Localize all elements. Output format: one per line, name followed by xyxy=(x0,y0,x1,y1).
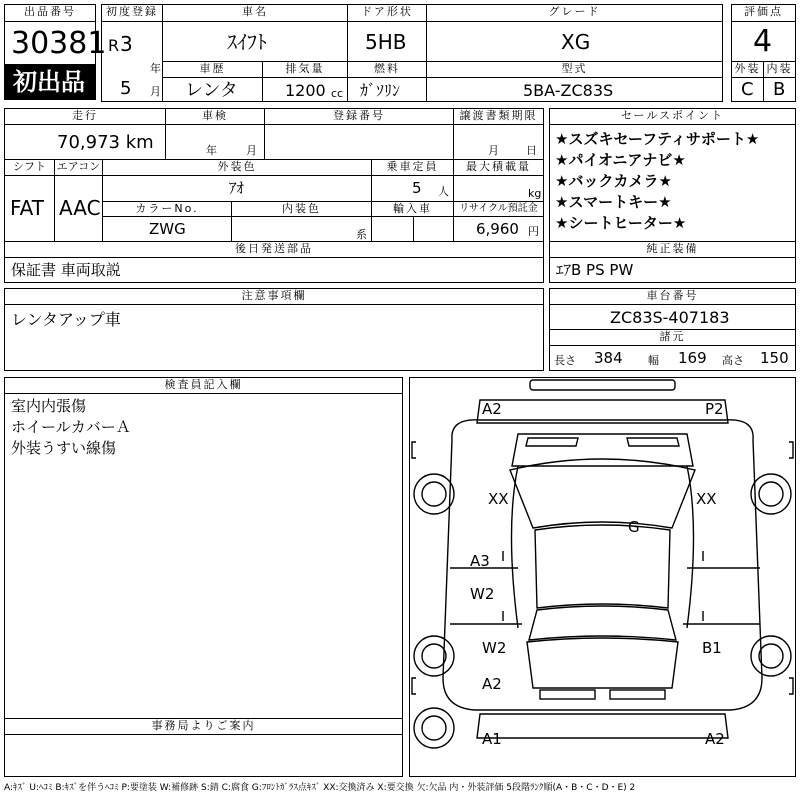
sales-point: ★シートヒーター★ xyxy=(555,214,687,232)
trunk-shape xyxy=(527,638,678,688)
later-parts-label: 後日発送部品 xyxy=(4,241,544,258)
door-cell xyxy=(347,21,427,62)
mark-w2-left-rear: W2 xyxy=(482,639,507,657)
hood-shape xyxy=(512,434,693,466)
grade-label: グレード xyxy=(426,4,723,22)
shift-cell xyxy=(4,175,55,242)
plate-label: 登録番号 xyxy=(264,108,454,125)
specs-cell: 長さ 384 幅 169 高さ 150 xyxy=(549,345,796,371)
interior-score-label: 内装 xyxy=(763,61,796,78)
ac-label: エアコン xyxy=(54,159,103,176)
model-label: 型式 xyxy=(426,61,723,78)
spare-wheel-shape xyxy=(414,708,454,748)
tail-light-left-shape xyxy=(540,690,595,699)
equipment-cell xyxy=(549,257,796,283)
sales-point: ★パイオニアナビ★ xyxy=(555,151,686,169)
inspector-note: 外装うすい線傷 xyxy=(11,439,117,457)
score-cell xyxy=(731,21,796,62)
max-load-cell: kg xyxy=(453,175,544,202)
interior-color-label: 内装色 xyxy=(231,201,372,217)
sales-point: ★スズキセーフティサポート★ xyxy=(555,130,760,148)
recycle-cell: 6,960 円 xyxy=(453,216,544,242)
grade: XG xyxy=(561,30,591,54)
mark-a2-rear-left: A2 xyxy=(482,675,502,693)
mileage: 70,973 km xyxy=(57,132,154,153)
mark-a1-bottom-left: A1 xyxy=(482,730,502,748)
chassis-number: ZC83S-407183 xyxy=(610,308,730,327)
inspector-notes xyxy=(4,393,403,719)
first-listing-badge: 初出品 xyxy=(4,64,96,100)
door-handle-shapes xyxy=(503,551,703,621)
color-number: ZWG xyxy=(149,220,186,238)
displacement: 1200 xyxy=(285,81,326,100)
inspection-label: 車検 xyxy=(165,108,265,125)
displacement-label: 排気量 xyxy=(262,61,348,78)
model-cell xyxy=(426,77,723,102)
car-name-label: 車名 xyxy=(162,4,348,22)
exterior-score-label: 外装 xyxy=(731,61,764,78)
caution-note: レンタアップ車 xyxy=(11,310,121,329)
score-label: 評価点 xyxy=(731,4,796,22)
import-cell-b xyxy=(413,216,454,242)
history-label: 車歴 xyxy=(162,61,263,78)
reg-month: 5 xyxy=(120,78,132,99)
wheel-rear-right-shape xyxy=(751,636,791,676)
lot-number-label: 出品番号 xyxy=(4,4,96,22)
fuel-label: 燃料 xyxy=(347,61,427,78)
mark-a2-bottom-right: A2 xyxy=(705,730,725,748)
history-cell xyxy=(162,77,263,102)
first-registration-label: 初度登録 xyxy=(101,4,163,22)
caution-cell xyxy=(4,304,544,371)
reg-year: 3 xyxy=(120,32,133,56)
wheel-front-left-shape xyxy=(414,474,454,514)
fuel-type: ｶﾞｿﾘﾝ xyxy=(360,81,401,100)
rear-bumper-shape xyxy=(477,714,728,738)
headlight-right-shape xyxy=(627,438,679,446)
office-notes xyxy=(4,734,403,777)
height: 150 xyxy=(760,349,789,367)
wheel-rear-left-shape xyxy=(414,636,454,676)
exterior-color-cell xyxy=(102,175,372,202)
import-cell-a xyxy=(371,216,414,242)
later-parts-cell xyxy=(4,257,544,283)
first-registration-cell: R 3 年 5 月 xyxy=(101,21,163,102)
wheel-front-right-shape xyxy=(751,474,791,514)
rear-glass-shape xyxy=(529,606,676,640)
recycle-fee: 6,960 xyxy=(476,220,519,238)
sales-points-label: セールスポイント xyxy=(549,108,796,125)
equipment: ｴｱB PS PW xyxy=(556,261,634,279)
model-code: 5BA-ZC83S xyxy=(523,81,614,100)
sales-point: ★スマートキー★ xyxy=(555,193,672,211)
mark-g-glass: G xyxy=(628,518,640,536)
air-conditioner: AAC xyxy=(59,196,101,220)
front-emblem-shape xyxy=(530,380,675,390)
plate-cell xyxy=(264,124,454,160)
capacity-cell: 5 人 xyxy=(371,175,454,202)
tail-light-right-shape xyxy=(610,690,665,699)
exterior-score: C xyxy=(741,79,754,100)
car-name: ｽｲﾌﾄ xyxy=(227,30,267,54)
mark-p2-top-right: P2 xyxy=(705,400,724,418)
inspector-note: 室内内張傷 xyxy=(11,397,87,415)
mark-xx-right: XX xyxy=(696,490,717,508)
chassis-label: 車台番号 xyxy=(549,288,796,305)
capacity: 5 xyxy=(412,179,422,197)
max-load-label: 最大積載量 xyxy=(453,159,544,176)
interior-score: B xyxy=(773,79,786,100)
car-history: レンタ xyxy=(185,80,238,101)
exterior-score-cell xyxy=(731,77,764,102)
inspection-cell: 年 月 xyxy=(165,124,265,160)
lot-number: 30381 xyxy=(11,26,107,61)
windshield-shape xyxy=(510,459,695,528)
exterior-color: ｱｵ xyxy=(229,179,245,197)
body-outline-shape xyxy=(443,420,762,710)
office-notes-label: 事務局よりご案内 xyxy=(4,718,403,735)
transfer-label: 譲渡書類期限 xyxy=(453,108,544,125)
grade-cell xyxy=(426,21,723,62)
mark-w2-left: W2 xyxy=(470,585,495,603)
specs-label: 諸元 xyxy=(549,329,796,346)
capacity-label: 乗車定員 xyxy=(371,159,454,176)
car-outline xyxy=(410,378,795,776)
interior-score-cell xyxy=(763,77,796,102)
inspector-notes-label: 検査員記入欄 xyxy=(4,377,403,394)
shift-label: シフト xyxy=(4,159,55,176)
mark-b1-right-rear: B1 xyxy=(702,639,722,657)
transfer-cell: 月 日 xyxy=(453,124,544,160)
mark-a2-top-left: A2 xyxy=(482,400,502,418)
inspector-note: ホイールカバーＡ xyxy=(11,418,131,436)
color-number-cell xyxy=(102,216,232,242)
recycle-label: リサイクル預託金 xyxy=(453,201,544,217)
fuel-cell xyxy=(347,77,427,102)
displacement-cell: 1200 cc xyxy=(262,77,348,102)
later-parts: 保証書 車両取説 xyxy=(11,261,121,279)
equipment-label: 純正装備 xyxy=(549,241,796,258)
mileage-label: 走行 xyxy=(4,108,166,125)
chassis-cell xyxy=(549,304,796,330)
car-name-cell xyxy=(162,21,348,62)
right-pillar-shape xyxy=(687,466,694,628)
damage-legend: A:ｷｽﾞ U:ﾍｺﾐ B:ｷｽﾞを伴うﾍｺﾐ P:要塗装 W:補修跡 S:錆 C:腐食 G:ﾌﾛﾝﾄｶﾞﾗｽ点ｷｽﾞ XX:交換済み X:要交換 欠:欠品 内・外装評価 5段階ﾗﾝｸ順(A・B・C・D・E) 2 xyxy=(4,783,636,793)
door-type: 5HB xyxy=(365,30,407,54)
caution-label: 注意事項欄 xyxy=(4,288,544,305)
shift: FAT xyxy=(10,196,45,220)
headlight-left-shape xyxy=(526,438,578,446)
left-pillar-shape xyxy=(512,466,519,628)
exterior-color-label: 外装色 xyxy=(102,159,372,176)
mileage-cell xyxy=(4,124,166,160)
damage-diagram xyxy=(409,377,796,777)
overall-score: 4 xyxy=(753,24,773,59)
roof-shape xyxy=(535,525,670,608)
color-number-label: カラーNo. xyxy=(102,201,232,217)
sales-points-list xyxy=(549,124,796,242)
sales-point: ★バックカメラ★ xyxy=(555,172,672,190)
import-label: 輸入車 xyxy=(371,201,454,217)
lot-number-cell xyxy=(4,21,107,65)
interior-color-cell: 系 xyxy=(231,216,372,242)
mark-a3-left: A3 xyxy=(470,552,490,570)
width: 169 xyxy=(678,349,707,367)
length: 384 xyxy=(594,349,623,367)
door-label: ドア形状 xyxy=(347,4,427,22)
reg-era: R xyxy=(108,36,120,55)
mirror-bracket-shapes xyxy=(412,442,793,458)
ac-cell xyxy=(54,175,103,242)
mark-xx-left: XX xyxy=(488,490,509,508)
